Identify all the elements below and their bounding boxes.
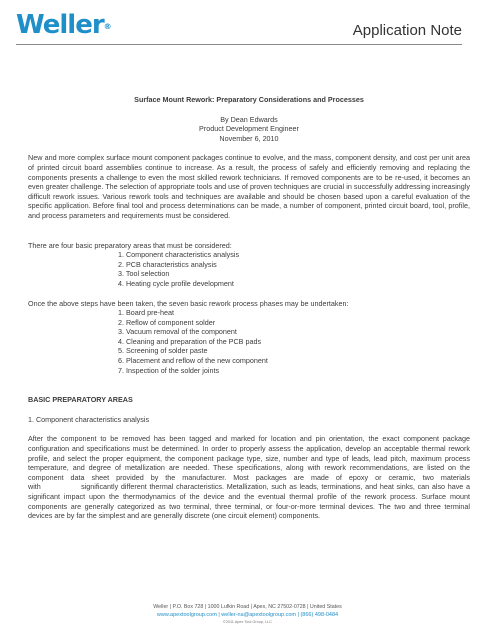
section-text-part-2: significantly different thermal characteristics. Metallization, such as leads, terminations, and heat sinks, can also have a significant impact upon the thermodynamics of the device and the eventual thermal profile of the rework process. Surface mount components are generally categorized as two terminal, three terminal, or four-or-more terminal devices. The two and three terminal devices are by far the simplest and are generally discrete (one circuit element) components. <box>28 482 470 521</box>
header-divider <box>16 44 462 45</box>
list-item: 1. Component characteristics analysis <box>118 250 240 260</box>
phase-intro: Once the above steps have been taken, the seven basic rework process phases may be undertaken: <box>28 298 349 308</box>
list-item: 7. Inspection of the solder joints <box>118 365 220 375</box>
document-type-label: Application Note <box>352 22 462 39</box>
footer-copyright: ©2011 Apex Tool Group, LLC <box>222 620 273 624</box>
article-date: November 6, 2010 <box>219 133 279 143</box>
author-byline: By Dean Edwards <box>220 114 278 124</box>
prep-list <box>28 250 470 288</box>
phase-list <box>28 308 470 375</box>
intro-paragraph: New and more complex surface mount component packages continue to evolve, and the mass, component density, and cost per unit area of printed circuit board assemblies continue to increase. As a result, the process of safely and efficiently removing and replacing the components presents a challenge to even the most skilled rework technicians. If removed components are to be re-used, it becomes an even greater challenge. The selection of appropriate tools and use of proven techniques are crucial in successfully addressing increasingly difficult rework issues. Various rework tools and techniques are available and should be chosen based upon a careful evaluation of the specific application. Before final tool and process determinations can be made, a number of component, printed circuit board, tool, profile, and process parameters and requirements must be considered. <box>28 153 470 220</box>
list-item: 4. Cleaning and preparation of the PCB pads <box>118 336 262 346</box>
list-item: 2. Reflow of component solder <box>118 317 216 327</box>
weller-logo <box>16 10 112 40</box>
section-heading: BASIC PREPARATORY AREAS <box>28 395 133 405</box>
article-title: Surface Mount Rework: Preparatory Considerations and Processes <box>134 95 364 104</box>
list-item: 3. Tool selection <box>118 269 170 279</box>
logo-text: Weller <box>16 10 104 40</box>
footer-address: Weller | P.O. Box 728 | 1000 Lufkin Road | Apex, NC 27502-0728 | United States <box>153 604 342 610</box>
author-role: Product Development Engineer <box>199 124 299 134</box>
list-item: 3. Vacuum removal of the component <box>118 327 237 337</box>
list-item: 5. Screening of solder paste <box>118 346 208 356</box>
article-body <box>28 95 470 521</box>
registered-mark: ® <box>103 22 112 31</box>
page-footer <box>0 603 495 625</box>
list-item: 6. Placement and reflow of the new component <box>118 356 268 366</box>
prep-intro: There are four basic preparatory areas that must be considered: <box>28 240 232 250</box>
list-item: 1. Board pre-heat <box>118 308 174 318</box>
footer-contacts[interactable]: www.apextoolgroup.com | weller-na@apextoolgroup.com | (866) 498-0484 <box>156 612 339 618</box>
section-text-part-1: After the component to be removed has been tagged and marked for location and pin orientation, the exact component package configuration and specifications must be determined. In order to properly assess the application, develop an acceptable thermal rework profile, and select the proper equipment, the component package type, size, number and type of leads, lead pitch, maximum process temperature, and degree of metallization are needed. These specifications, along with rework recommendations, are listed on the component data sheet provided by the manufacturer. Most packages are made of epoxy or ceramic, two materials with <box>28 434 470 492</box>
subsection-heading: 1. Component characteristics analysis <box>28 414 150 424</box>
section-paragraph <box>28 434 470 520</box>
page-header <box>0 0 495 60</box>
list-item: 2. PCB characteristics analysis <box>118 259 217 269</box>
list-item: 4. Heating cycle profile development <box>118 278 234 288</box>
